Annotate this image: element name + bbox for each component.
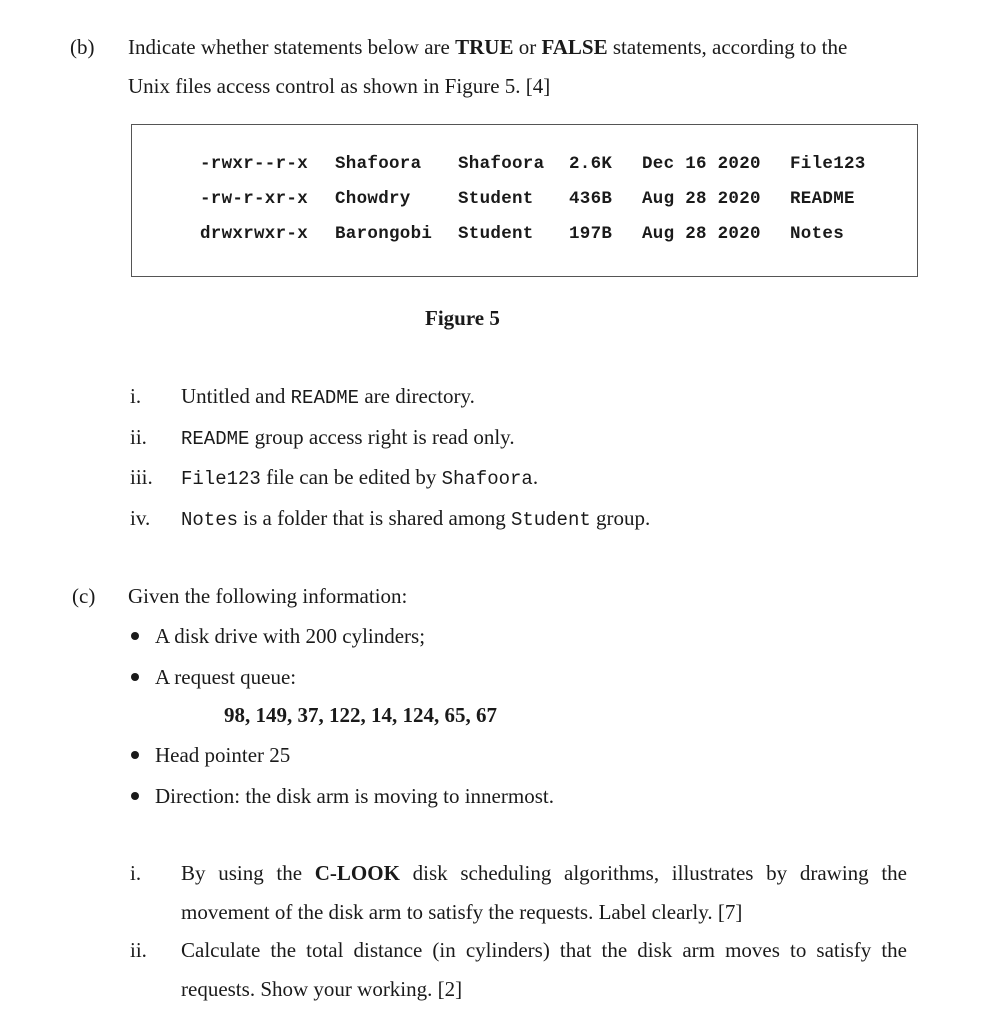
or-text: or [513, 35, 542, 59]
statement-i [181, 384, 475, 409]
listing-owner: Shafoora [335, 154, 422, 174]
question-c-i-line2: movement of the disk arm to satisfy the requests. Label clearly. [7] [181, 900, 743, 924]
part-b-label: (b) [70, 35, 95, 59]
bullet-dot [131, 792, 139, 800]
statement-iii [181, 465, 538, 490]
statement-text: Untitled and [181, 384, 291, 408]
question-c-ii-number: ii. [130, 938, 147, 962]
listing-owner: Chowdry [335, 189, 411, 209]
true-keyword: TRUE [455, 35, 514, 59]
statement-code: Student [510, 509, 591, 531]
bullet-disk-drive: A disk drive with 200 cylinders; [155, 624, 426, 648]
listing-group: Shafoora [458, 154, 545, 174]
intro-text-b: statements, according to the [607, 35, 848, 59]
false-keyword: FALSE [541, 35, 608, 59]
statement-text: are directory. [359, 384, 475, 408]
bullet-direction: Direction: the disk arm is moving to innermost. [155, 784, 554, 808]
part-b-intro-line2: Unix files access control as shown in Figure 5. [4] [128, 74, 551, 98]
question-c-i-line1 [181, 861, 907, 886]
listing-perms: -rw-r-xr-x [200, 189, 309, 209]
question-text: By using the [181, 861, 315, 885]
question-c-ii-line1: Calculate the total distance (in cylinders) that the disk arm moves to satisfy the [181, 938, 907, 962]
statement-iii-number: iii. [130, 465, 153, 489]
listing-filename: File123 [790, 154, 866, 174]
listing-group: Student [458, 189, 534, 209]
listing-owner: Barongobi [335, 224, 433, 244]
statement-text: group. [590, 506, 651, 530]
listing-perms: drwxrwxr-x [200, 224, 309, 244]
listing-date: Aug 28 2020 [642, 189, 761, 209]
statement-text: file can be edited by [260, 465, 442, 489]
bullet-head-pointer: Head pointer 25 [155, 743, 291, 767]
question-text: disk scheduling algorithms, illustrates by drawing the [399, 861, 908, 885]
listing-group: Student [458, 224, 534, 244]
listing-size: 436B [569, 189, 613, 209]
bullet-dot [131, 632, 139, 640]
bullet-dot [131, 751, 139, 759]
statement-code: Notes [181, 509, 239, 531]
statement-text: group access right is read only. [249, 425, 515, 449]
statement-iv-number: iv. [130, 506, 151, 530]
intro-text-a: Indicate whether statements below are [128, 35, 456, 59]
figure-caption: Figure 5 [425, 306, 500, 330]
request-queue-values: 98, 149, 37, 122, 14, 124, 65, 67 [224, 703, 497, 727]
question-c-ii-line2: requests. Show your working. [2] [181, 977, 463, 1001]
part-b-intro-line1 [128, 35, 847, 60]
statement-code: File123 [181, 468, 261, 490]
question-c-i-number: i. [130, 861, 142, 885]
statement-text: . [532, 465, 539, 489]
part-c-label: (c) [72, 584, 96, 608]
algorithm-name: C-LOOK [314, 861, 400, 885]
statement-code: README [290, 387, 360, 409]
statement-code: README [181, 428, 250, 450]
listing-perms: -rwxr--r-x [200, 154, 309, 174]
listing-size: 2.6K [569, 154, 613, 174]
bullet-dot [131, 673, 139, 681]
statement-ii [181, 425, 515, 450]
statement-iv [181, 506, 650, 531]
listing-size: 197B [569, 224, 613, 244]
listing-filename: Notes [790, 224, 845, 244]
bullet-request-queue: A request queue: [155, 665, 297, 689]
statement-i-number: i. [130, 384, 142, 408]
statement-code: Shafoora [441, 468, 533, 490]
statement-ii-number: ii. [130, 425, 147, 449]
part-c-intro: Given the following information: [128, 584, 408, 608]
listing-filename: README [790, 189, 855, 209]
listing-date: Dec 16 2020 [642, 154, 761, 174]
listing-date: Aug 28 2020 [642, 224, 761, 244]
statement-text: is a folder that is shared among [238, 506, 511, 530]
